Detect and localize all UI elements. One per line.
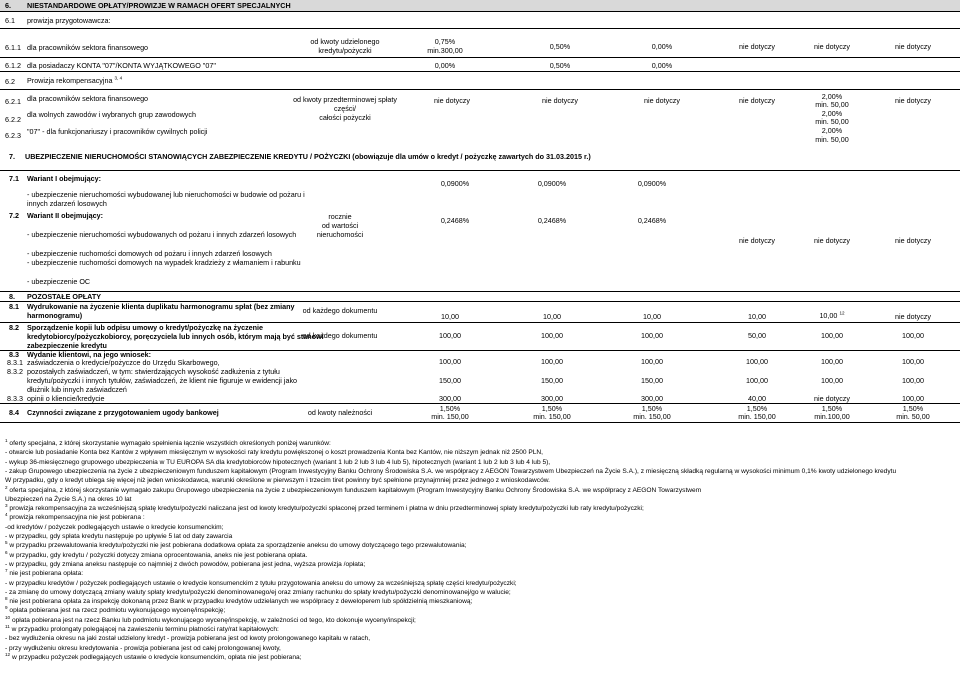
row-number: 7.2 — [9, 211, 19, 220]
row-number: 6.1.2 — [5, 61, 21, 70]
footnote-number: 3 — [5, 502, 8, 508]
fee-value: nie dotyczy — [739, 96, 775, 105]
footnote-text: w przypadku pożyczek podlegających ustawie o kredycie konsumenckim, opłata nie jest pobierana; — [11, 653, 302, 661]
fee-value: 1,50% — [821, 404, 843, 413]
row-number: 8.3 — [9, 350, 19, 359]
fee-value: 150,00 — [641, 376, 663, 385]
row-number: 6.2.2 — [5, 115, 21, 124]
section-8-title: POZOSTAŁE OPŁATY — [27, 292, 102, 301]
fee-value: min. 150,00 — [431, 412, 469, 421]
fee-value: 100,00 — [439, 357, 461, 366]
footnote-line — [5, 614, 960, 626]
fee-value: 50,00 — [748, 331, 766, 340]
fee-value: 0,0900% — [537, 179, 567, 188]
footnote-line — [5, 524, 960, 533]
fee-basis: części/ — [334, 104, 356, 113]
divider — [0, 71, 960, 72]
fee-value: 10,00 — [748, 312, 766, 321]
footnote-line — [5, 514, 960, 523]
footnote-line — [5, 589, 960, 598]
row-description: - ubezpieczenie ruchomości domowych od pożaru i innych zdarzeń losowych — [27, 249, 272, 258]
row-number: 8.3.3 — [7, 394, 23, 403]
footnote-text: - w przypadku, gdy spłata kredytu następuje po upływie 5 lat od daty zawarcia — [5, 533, 233, 540]
row-number: 6.1 — [5, 16, 15, 25]
fee-value: nie dotyczy — [895, 96, 931, 105]
fee-value: 1,50% — [902, 404, 924, 413]
footnote-text: nie jest pobierana opłata: — [9, 570, 84, 578]
row-label: dla pracowników sektora finansowego — [27, 43, 149, 52]
row-number: 8.2 — [9, 323, 19, 332]
row-label — [27, 77, 122, 85]
footnote-text: - za zmianę do umowy dotyczącą zmiany waluty spłaty kredytu/pożyczki denominowanego/ej oraz zmiany rachunku do spłaty kredytu/pożyczki denominowanej/go w walucie; — [5, 588, 511, 596]
fee-value: 100,00 — [746, 376, 768, 385]
footnote-line — [5, 549, 960, 561]
fee-value: 0,0900% — [440, 179, 470, 188]
row-label: Wariant I obejmujący: — [27, 174, 102, 183]
fee-basis: od kwoty przedterminowej spłaty — [293, 95, 397, 104]
fee-value: 150,00 — [439, 376, 461, 385]
section-7-title: UBEZPIECZENIE NIERUCHOMOŚCI STANOWIĄCYCH ZABEZPIECZENIE KREDYTU / POŻYCZKI (obowiązuje dla umów o kredyt / pożyczkę zawartych do 31.03.2015 r.) — [25, 152, 591, 161]
row-label: Sporządzenie kopii lub odpisu umowy o kredyt/pożyczkę na życzenie — [27, 323, 264, 332]
footnote-number: 2 — [5, 484, 8, 490]
fee-value: 0,50% — [549, 61, 571, 70]
fee-value: nie dotyczy — [739, 42, 775, 51]
fee-value: min.100,00 — [814, 412, 850, 421]
row-description: - ubezpieczenie nieruchomości wybudowanej lub nieruchomości w budowie od pożaru i — [27, 190, 305, 199]
fee-value: nie dotyczy — [542, 96, 578, 105]
row-label: zabezpieczenie kredytu — [27, 341, 107, 350]
divider — [0, 291, 960, 292]
divider — [0, 170, 960, 171]
fee-basis: od wartości — [321, 221, 359, 230]
row-label: Wariant II obejmujący: — [27, 211, 104, 220]
footnote-text: opłata pobierana jest na rzecz Banku lub podmiotu wykonującego wycenę/inspekcję, w zależności od tego, kto dokonuje wyceny/inspekcji; — [11, 616, 416, 624]
fee-value: 100,00 — [821, 331, 843, 340]
footnote-line — [5, 607, 960, 616]
footnote-number: 8 — [5, 595, 8, 601]
row-number: 8.4 — [9, 408, 19, 417]
fee-value: 0,75% — [434, 37, 456, 46]
fee-value: nie dotyczy — [895, 312, 931, 321]
footnote-line — [5, 484, 960, 496]
fee-value: 1,50% — [746, 404, 768, 413]
fee-value: 0,2468% — [637, 216, 667, 225]
fee-value: 2,00% — [821, 126, 843, 135]
fee-value: 100,00 — [902, 331, 924, 340]
row-label: kredytobiorcy/pożyczkobiorcy, poręczyciela lub innych osób, którym mają być stanowi — [27, 332, 324, 341]
fee-value: 300,00 — [641, 394, 663, 403]
fee-value: min. 150,00 — [533, 412, 571, 421]
footnote-ref: 3, 4 — [114, 75, 123, 81]
fee-value: 0,2468% — [440, 216, 470, 225]
row-number: 8.3.1 — [7, 358, 23, 367]
row-number: 8.1 — [9, 302, 19, 311]
row-number: 6.2.3 — [5, 131, 21, 140]
section-6-title: NIESTANDARDOWE OPŁATY/PROWIZJE W RAMACH OFERT SPECJALNYCH — [27, 1, 291, 10]
fee-value: min.300,00 — [427, 46, 463, 55]
row-label: dla posiadaczy KONTA "07"/KONTA WYJĄTKOWEGO "07" — [27, 61, 216, 70]
footnote-number: 4 — [5, 512, 8, 518]
footnote-line — [5, 542, 960, 551]
row-description: innych zdarzeń losowych — [27, 199, 107, 208]
fee-basis: nieruchomości — [316, 230, 364, 239]
footnote-line — [5, 570, 960, 579]
fee-value: 300,00 — [439, 394, 461, 403]
fee-value: 100,00 — [746, 357, 768, 366]
row-number: 6.1.1 — [5, 43, 21, 52]
footnote-line — [5, 502, 960, 514]
row-number: 6.2 — [5, 77, 15, 86]
fee-basis: całości pożyczki — [319, 113, 371, 122]
row-label: Wydrukowanie na życzenie klienta duplikatu harmonogramu spłat (bez zmiany — [27, 302, 295, 311]
section-7-number: 7. — [9, 152, 15, 161]
fee-value-text: 10,00 — [819, 311, 838, 320]
row-label: "07" - dla funkcjonariuszy i pracowników cywilnych policji — [27, 127, 208, 136]
fee-value: 100,00 — [541, 331, 563, 340]
fee-value: 100,00 — [821, 357, 843, 366]
footnote-line — [5, 580, 960, 589]
fee-value: 0,00% — [651, 61, 673, 70]
fee-value: min. 50,00 — [896, 412, 930, 421]
fee-basis: od każdego dokumentu — [302, 331, 378, 340]
fee-value: min. 150,00 — [738, 412, 776, 421]
fee-value: min. 150,00 — [633, 412, 671, 421]
footnote-number: 10 — [5, 614, 11, 620]
footnote-line — [5, 477, 960, 486]
fee-value: 40,00 — [748, 394, 766, 403]
footnote-line — [5, 595, 960, 607]
fee-value: 100,00 — [902, 394, 924, 403]
footnote-line — [5, 437, 960, 449]
footnote-text: prowizja rekompensacyjna nie jest pobierana : — [9, 514, 145, 522]
row-label: pozostałych zaświadczeń, w tym: stwierdzających wysokość zadłużenia z tytułu — [27, 367, 280, 376]
divider — [0, 89, 960, 90]
fee-value: nie dotyczy — [739, 236, 775, 245]
divider — [0, 28, 960, 29]
row-label: kredytu/pożyczki i innych tytułów, zaświadczeń, że klient nie figuruje w ewidencji jako — [27, 376, 298, 385]
row-description: - ubezpieczenie OC — [27, 277, 91, 286]
row-label: harmonogramu) — [27, 311, 83, 320]
divider — [0, 57, 960, 58]
fee-value: 1,50% — [541, 404, 563, 413]
fee-value: 100,00 — [641, 357, 663, 366]
fee-value: 0,00% — [434, 61, 456, 70]
fee-value: 300,00 — [541, 394, 563, 403]
fee-basis: kredytu/pożyczki — [318, 46, 372, 55]
fee-value: 1,50% — [641, 404, 663, 413]
fee-value: 100,00 — [541, 357, 563, 366]
fee-value: min. 50,00 — [815, 117, 849, 126]
row-label: dla wolnych zawodów i wybranych grup zawodowych — [27, 110, 196, 119]
row-number: 8.3.2 — [7, 367, 23, 376]
footnote-number: 11 — [5, 623, 10, 629]
row-label: dłużnik lub innych zaświadczeń — [27, 385, 127, 394]
row-label: zaświadczenia o kredycie/pożyczce do Urzędu Skarbowego, — [27, 358, 220, 367]
footnote-number: 7 — [5, 568, 8, 573]
footnote-text: oferta specjalna, z której skorzystanie wymagało zakupu Grupowego ubezpieczenia na życie z ubezpieczeniowym funduszem kapitałowym (Program Inwestycyjny Banku Ochrony Środowiska S.A. we współpracy z AEGON Towarzystwem — [9, 486, 702, 494]
row-number: 6.2.1 — [5, 97, 21, 106]
fee-basis: od kwoty udzielonego — [310, 37, 380, 46]
row-label: Czynności związane z przygotowaniem ugody bankowej — [27, 408, 219, 417]
footnote-text: opłata pobierana jest na rzecz podmiotu wykonującego wycenę/inspekcję; — [9, 607, 226, 615]
fee-basis: od każdego dokumentu — [302, 306, 378, 315]
fee-value: 0,2468% — [537, 216, 567, 225]
footnote-text: - w przypadku kredytów / pożyczek podlegających ustawie o kredycie konsumenckim z tytułu przygotowania aneksu do umowy za wcześniejszą spłatę części kredytu/pożyczki; — [5, 579, 517, 587]
row-label: Wydanie klientowi, na jego wniosek: — [27, 350, 152, 359]
footnote-line — [5, 635, 960, 644]
footnote-line — [5, 449, 960, 458]
footnote-line — [5, 496, 960, 505]
fee-value: 10,00 — [643, 312, 661, 321]
footnote-text: W przypadku, gdy o kredyt ubiega się więcej niż jeden wnioskodawca, warunki określone w pierwszym i trzecim tiret powinny być spełnione przynajmniej przez jednego z wnioskodawców. — [5, 477, 550, 485]
fee-value: 0,00% — [651, 42, 673, 51]
section-6-number: 6. — [5, 1, 11, 10]
footnote-line — [5, 533, 960, 542]
row-label: opinii o kliencie/kredycie — [27, 394, 105, 403]
footnote-text: w przypadku, gdy kredytu / pożyczki dotyczy zmiana oprocentowania, aneks nie jest pobierana opłata. — [9, 551, 308, 559]
footnote-text: - zakup Grupowego ubezpieczenia na życie z ubezpieczeniowym funduszem kapitałowym (Program Inwestycyjny Banku Ochrony Środowiska S.A. we współpracy z AEGON Towarzystwem Ubezpieczeń na Życie S.A.), z miesięczną składką regularną w wysokości minimum 0,1% kwoty udzielonego kredytu — [5, 467, 897, 475]
footnote-ref: 12 — [839, 310, 845, 316]
section-8-number: 8. — [9, 292, 15, 301]
footnote-number: 6 — [5, 549, 8, 555]
row-description: - ubezpieczenie ruchomości domowych na wypadek kradzieży z włamaniem i rabunku — [27, 258, 301, 267]
fee-value: min. 50,00 — [815, 135, 849, 144]
fee-basis: od kwoty należności — [307, 408, 373, 417]
footnote-number: 9 — [5, 605, 8, 611]
row-description: - ubezpieczenie nieruchomości wybudowanych od pożaru i innych zdarzeń losowych — [27, 230, 297, 239]
footnote-text: - wykup 36-miesięcznego grupowego ubezpieczenia w TU EUROPA SA dla kredytobiorców hipotecznych (wariant 1 lub 2 lub 3 lub 4 lub 5), hipotecznych (wariant 1 lub 2 lub 3 lub 4 lub 5), — [5, 458, 551, 466]
fee-value: 100,00 — [902, 376, 924, 385]
footnote-text: prowizja rekompensacyjna za wcześniejszą spłatę kredytu/pożyczki naliczana jest od kwoty kredytu/pożyczki spłaconej przed terminem i płatna w dniu przedterminowej spłaty kredytu/pożyczki lub raty kredytu/pożyczki; — [9, 505, 644, 513]
row-label: prowizja przygotowawcza: — [27, 16, 111, 25]
fee-value: 2,00% — [821, 109, 843, 118]
footnote-text: - przy wydłużeniu okresu kredytowania - prowizja pobierana jest od całej prolongowanej kwoty, — [5, 644, 281, 652]
fee-value: 1,50% — [439, 404, 461, 413]
footnote-line — [5, 468, 960, 477]
fee-value: nie dotyczy — [895, 236, 931, 245]
fee-value: 100,00 — [821, 376, 843, 385]
footnote-text: Ubezpieczeń na Życie S.A.) na okres 10 lat — [5, 495, 132, 503]
fee-value: nie dotyczy — [644, 96, 680, 105]
fee-value: min. 50,00 — [815, 100, 849, 109]
divider — [0, 422, 960, 423]
fee-value: 150,00 — [541, 376, 563, 385]
footnote-line — [5, 623, 960, 635]
divider — [0, 403, 960, 404]
footnote-line — [5, 651, 960, 663]
row-number: 7.1 — [9, 174, 19, 183]
footnote-text: w przypadku prolongaty polegającej na zawieszeniu terminu płatności raty/rat kapitałowych: — [11, 626, 279, 633]
fee-value: 100,00 — [439, 331, 461, 340]
footnote-text: - bez wydłużenia okresu na jaki został udzielony kredyt - prowizja pobierana jest od kwoty prolongowanego kapitału w ratach, — [5, 635, 371, 643]
fee-value: 10,00 — [543, 312, 561, 321]
footnote-text: - otwarcie lub posiadanie Konta bez Kantów z wpływem miesięcznym w wysokości raty kredytu powiększonej o koszt prowadzenia Konta bez Kantów, nie niższym jednak niż 2500 PLN, — [5, 449, 544, 457]
footnote-text: nie jest pobierana opłata za inspekcję dokonaną przez Bank w przypadku kredytów udzielanych we współpracy z deweloperem lub spółdzielnią mieszkaniową; — [9, 598, 473, 606]
footnote-text: w przypadku przewalutowania kredytu/pożyczki nie jest pobierana dodatkowa opłata za sporządzenie aneksu do umowy dotyczącego tego przewalutowania; — [9, 542, 467, 550]
footnote-line — [5, 459, 960, 468]
footnote-number: 12 — [5, 651, 11, 657]
row-label: dla pracowników sektora finansowego — [27, 94, 149, 103]
fee-value: nie dotyczy — [434, 96, 470, 105]
fee-value: 0,0900% — [637, 179, 667, 188]
footnote-number: 1 — [5, 437, 8, 443]
fee-value — [802, 312, 862, 320]
footnote-line — [5, 561, 960, 570]
fee-value: nie dotyczy — [814, 236, 850, 245]
footnote-text: - w przypadku, gdy zmiana aneksu następuje co najmniej z dwóch powodów, pobierana jest jedna, wyższa prowizja /opłata; — [5, 560, 366, 568]
fee-value: 100,00 — [641, 331, 663, 340]
footnote-number: 5 — [5, 540, 8, 546]
fee-value: 100,00 — [902, 357, 924, 366]
fee-basis: rocznie — [328, 212, 352, 221]
fee-value: 2,00% — [821, 92, 843, 101]
fee-value: nie dotyczy — [814, 42, 850, 51]
fee-value: nie dotyczy — [895, 42, 931, 51]
fee-value: nie dotyczy — [814, 394, 850, 403]
footnote-line — [5, 645, 960, 654]
fee-value: 0,50% — [549, 42, 571, 51]
row-label-text: Prowizja rekompensacyjna — [27, 76, 113, 85]
footnote-text: oferty specjalna, z której skorzystanie wymagało spełnienia łącznie wszystkich określonych poniżej warunków: — [9, 440, 331, 447]
footnote-text: -od kredytów / pożyczek podlegających ustawie o kredycie konsumenckim; — [5, 523, 224, 531]
divider — [0, 11, 960, 12]
fee-value: 10,00 — [441, 312, 459, 321]
